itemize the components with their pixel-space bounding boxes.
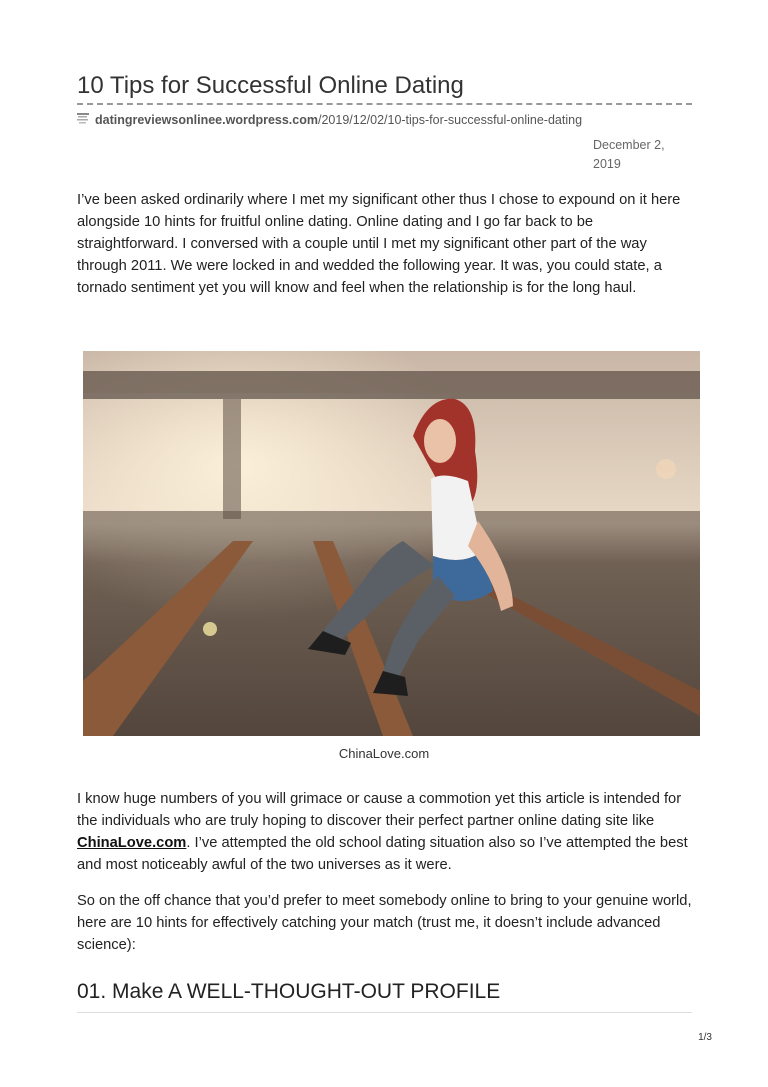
publish-date [593,136,683,174]
source-path: /2019/12/02/10-tips-for-successful-online-dating [317,113,583,127]
image-caption: ChinaLove.com [338,746,430,761]
chinalove-link[interactable]: ChinaLove.com [77,835,187,851]
source-url[interactable] [77,112,582,127]
page-title: 10 Tips for Successful Online Dating [77,72,464,99]
body-paragraph-2 [77,788,697,876]
body-paragraph-3: So on the off chance that you’d prefer to meet somebody online to bring to your genuine world, here are 10 hints for effectively catching your match (trust me, it doesn’t include advanced science): [77,893,692,953]
site-favicon-icon [77,112,89,126]
heading-divider [77,1012,692,1013]
title-divider [77,103,692,105]
page-number: 1/3 [698,1032,712,1043]
intro-paragraph: I’ve been asked ordinarily where I met my significant other thus I chose to expound on it here alongside 10 hints for fruitful online dating. Online dating and I go far back to be straightforward. I conversed with a couple until I met my significant other part of the way through 2011. We were locked in and wedded the following year. It was, you could state, a tornado sentiment yet you will know and feel when the relationship is for the long haul. [77,192,681,296]
para2-text-after: . I’ve attempted the old school dating situation also so I’ve attempted the best and most noticeably awful of the two universes as it were. [77,835,688,873]
date-line-1: December 2, [593,138,665,152]
source-domain: datingreviewsonlinee.wordpress.com [95,113,318,127]
hero-image [83,351,700,736]
date-line-2: 2019 [593,157,621,171]
section-heading: 01. Make A WELL-THOUGHT-OUT PROFILE [77,980,501,1003]
para2-text-before: I know huge numbers of you will grimace or cause a commotion yet this article is intended for the individuals who are truly hoping to discover their perfect partner online dating site like [77,791,682,829]
